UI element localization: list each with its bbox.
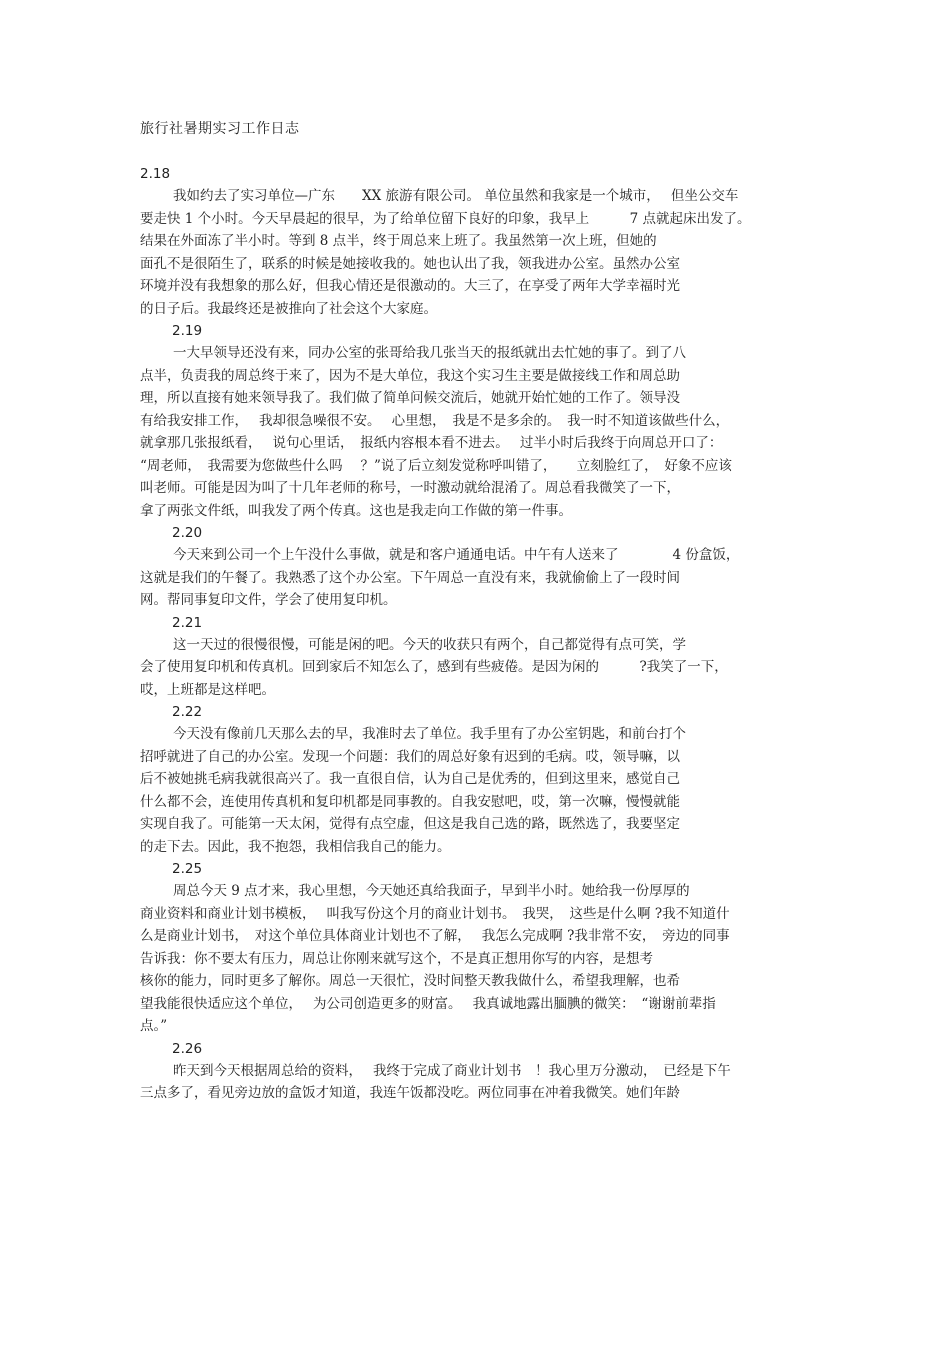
entry-line: 面孔不是很陌生了，联系的时候是她接收我的。她也认出了我，领我进办公室。虽然办公室: [140, 255, 680, 272]
entry-line: 会了使用复印机和传真机。回到家后不知怎么了，感到有些疲倦。是因为闲的 ?我笑了一下，: [140, 659, 728, 675]
entry-paragraph: [140, 723, 810, 858]
entry-line: 么是商业计划书， 对这个单位具体商业计划也不了解， 我怎么完成啊 ?我非常不安， 旁边的同事: [140, 928, 730, 944]
entry-line: 网。帮同事复印文件，学会了使用复印机。: [140, 592, 397, 608]
entry-date: 2.21: [172, 614, 203, 631]
entry-line: 今天来到公司一个上午没什么事做，就是和客户通通电话。中午有人送来了 4 份盒饭，: [173, 547, 740, 563]
journal-entries: [140, 163, 810, 1105]
entry-line: 三点多了，看见旁边放的盒饭才知道，我连午饭都没吃。两位同事在冲着我微笑。她们年龄: [140, 1085, 680, 1101]
entry-line: 拿了两张文件纸，叫我发了两个传真。这也是我走向工作做的第一件事。: [140, 502, 572, 519]
entry-line: 望我能很快适应这个单位， 为公司创造更多的财富。 我真诚地露出腼腆的微笑： “谢谢前辈指: [140, 995, 716, 1012]
entry-date: 2.18: [140, 166, 171, 182]
entry-date: 2.25: [172, 861, 203, 877]
entry-date: 2.26: [172, 1040, 203, 1057]
entry-date: 2.20: [172, 525, 203, 541]
entry-line: 这一天过的很慢很慢，可能是闲的吧。今天的收获只有两个，自己都觉得有点可笑，学: [173, 636, 686, 653]
entry-line: 叫老师。可能是因为叫了十几年老师的称号，一时激动就给混淆了。周总看我微笑了一下，: [140, 480, 680, 496]
entry-line: 商业资料和商业计划书模板， 叫我写份这个月的商业计划书。 我哭， 这些是什么啊 ?我不知道什: [140, 905, 730, 922]
entry-line: 招呼就进了自己的办公室。发现一个问题：我们的周总好象有迟到的毛病。哎，领导嘛，以: [140, 748, 680, 765]
entry-line: 结果在外面冻了半小时。等到 8 点半，终于周总来上班了。我虽然第一次上班，但她的: [140, 233, 657, 249]
entry-date: 2.19: [172, 323, 203, 339]
entry-line: 后不被她挑毛病我就很高兴了。我一直很自信，认为自己是优秀的，但到这里来，感觉自己: [140, 771, 680, 787]
entry-line: 这就是我们的午餐了。我熟悉了这个办公室。下午周总一直没有来，我就偷偷上了一段时间: [140, 569, 680, 586]
entry-line: 核你的能力，同时更多了解你。周总一天很忙，没时间整天教我做什么，希望我理解，也希: [140, 973, 680, 989]
entry-line: 哎，上班都是这样吧。: [140, 681, 275, 698]
entry-line: 要走快 1 个小时。今天早晨起的很早，为了给单位留下良好的印象，我早上 7 点就起床出发了。: [140, 210, 751, 227]
entry-line: 点半，负责我的周总终于来了，因为不是大单位，我这个实习生主要是做接线工作和周总助: [140, 367, 680, 384]
entry-line: 环境并没有我想象的那么好，但我心情还是很激动的。大三了，在享受了两年大学幸福时光: [140, 278, 680, 294]
entry-line: 就拿那几张报纸看， 说句心里话， 报纸内容根本看不进去。 过半小时后我终于向周总开口了：: [140, 435, 723, 451]
entry-paragraph: [140, 1060, 810, 1105]
entry-paragraph: [140, 634, 810, 702]
entry-paragraph: [140, 185, 810, 320]
entry-line: 告诉我：你不要太有压力，周总让你刚来就写这个，不是真正想用你写的内容，是想考: [140, 950, 653, 967]
entry-line: 实现自我了。可能第一天太闲，觉得有点空虚，但这是我自己选的路，既然选了，我要坚定: [140, 816, 680, 832]
entry-line: 今天没有像前几天那么去的早，我准时去了单位。我手里有了办公室钥匙，和前台打个: [173, 726, 686, 742]
entry-line: “周老师， 我需要为您做些什么吗 ？”说了后立刻发觉称呼叫错了， 立刻脸红了， 好象不应该: [140, 457, 732, 474]
entry-line: 点。”: [140, 1018, 168, 1034]
entry-line: 的走下去。因此，我不抱怨，我相信我自己的能力。: [140, 838, 451, 855]
entry-line: 昨天到今天根据周总给的资料， 我终于完成了商业计划书 ！我心里万分激动， 已经是下午: [173, 1062, 731, 1079]
entry-line: 的日子后。我最终还是被推向了社会这个大家庭。: [140, 300, 437, 317]
entry-line: 理，所以直接有她来领导我了。我们做了简单问候交流后，她就开始忙她的工作了。领导没: [140, 390, 680, 406]
entry-line: 什么都不会，连使用传真机和复印机都是同事教的。自我安慰吧，哎，第一次嘛，慢慢就能: [140, 793, 680, 810]
document-title: 旅行社暑期实习工作日志: [140, 121, 300, 137]
entry-line: 周总今天 9 点才来，我心里想，今天她还真给我面子，早到半小时。她给我一份厚厚的: [173, 883, 690, 899]
entry-paragraph: [140, 880, 810, 1038]
entry-line: 我如约去了实习单位—广东 XX 旅游有限公司。 单位虽然和我家是一个城市， 但坐公交车: [173, 188, 739, 204]
entry-line: 有给我安排工作， 我却很急噪很不安。 心里想， 我是不是多余的。 我一时不知道该做些什么，: [140, 412, 730, 429]
entry-paragraph: [140, 544, 810, 612]
entry-date: 2.22: [172, 704, 203, 720]
entry-line: 一大早领导还没有来，同办公室的张哥给我几张当天的报纸就出去忙她的事了。到了八: [173, 345, 686, 361]
entry-paragraph: [140, 342, 810, 522]
